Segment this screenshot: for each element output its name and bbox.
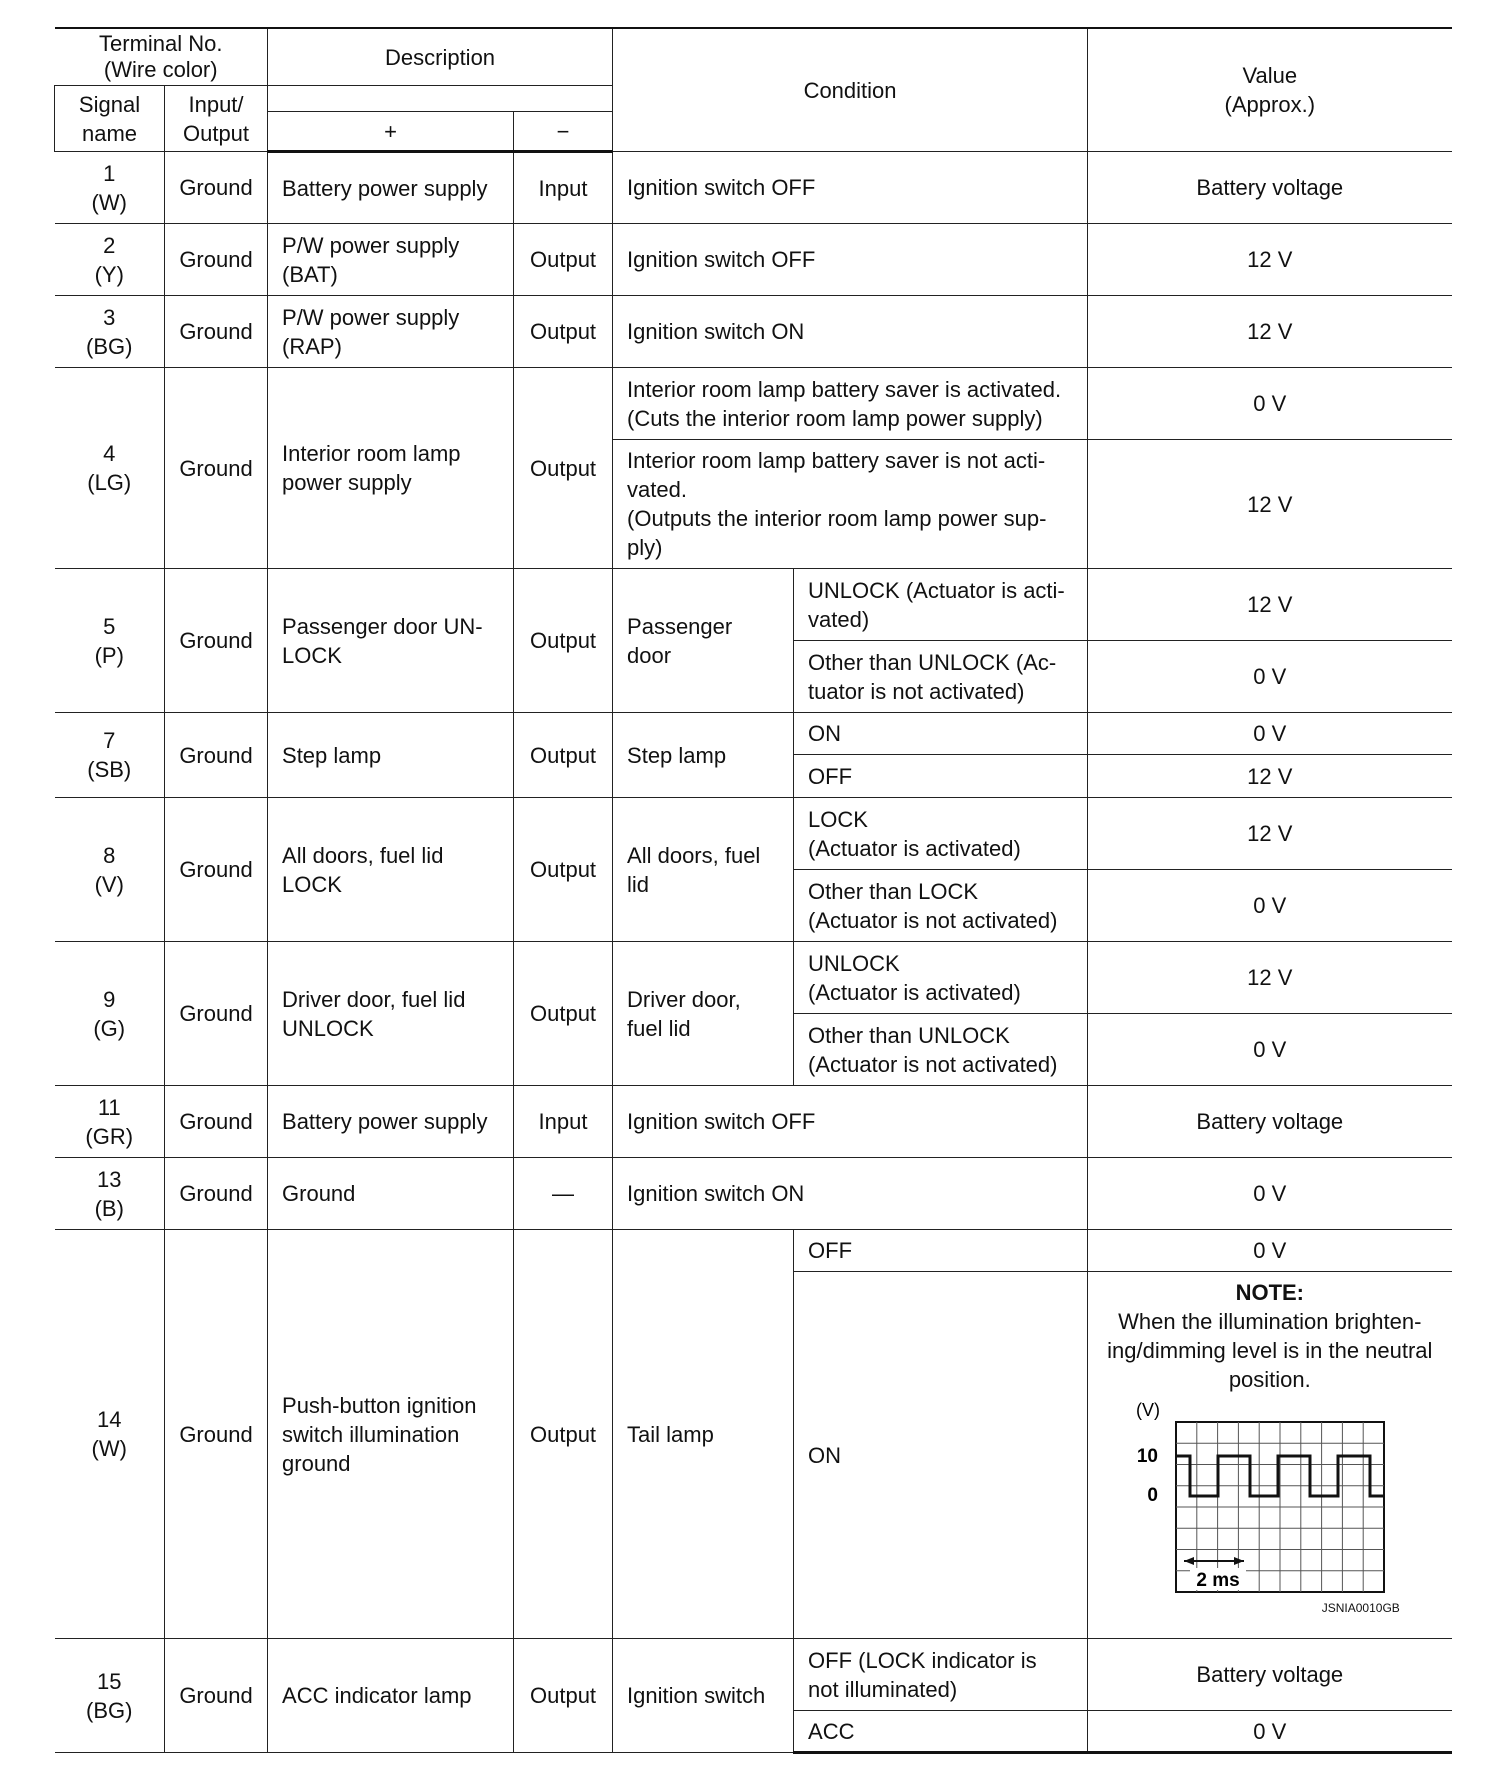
note-text: When the illumination brighten- ing/dimming level is in the neutral position. <box>1107 1309 1433 1392</box>
table-row <box>55 224 1452 296</box>
condition-cell: Ignition switch OFF <box>613 224 1088 296</box>
condition-cell: Other than UNLOCK (Actuator is not activated) <box>794 1014 1088 1086</box>
condition-cell: LOCK (Actuator is activated) <box>794 798 1088 870</box>
io-cell: — <box>514 1158 613 1230</box>
condition-cell: Other than LOCK (Actuator is not activated) <box>794 870 1088 942</box>
condition-main-cell: Driver door, fuel lid <box>613 942 794 1086</box>
terminal-cell: 1 (W) <box>55 152 165 224</box>
ground-cell: Ground <box>165 1639 268 1753</box>
ground-cell: Ground <box>165 569 268 713</box>
signal-cell: Passenger door UN- LOCK <box>268 569 514 713</box>
header-description: Description <box>268 28 613 86</box>
value-cell: Battery voltage <box>1088 1086 1452 1158</box>
signal-cell: P/W power supply (BAT) <box>268 224 514 296</box>
table-row <box>55 1086 1452 1158</box>
signal-cell: Push-button ignition switch illumination ground <box>268 1230 514 1639</box>
terminal-cell: 14 (W) <box>55 1230 165 1639</box>
condition-cell: Interior room lamp battery saver is not acti- vated. (Outputs the interior room lamp power sup- ply) <box>613 440 1088 569</box>
terminal-cell: 3 (BG) <box>55 296 165 368</box>
note-title: NOTE: <box>1235 1280 1305 1305</box>
terminal-cell: 5 (P) <box>55 569 165 713</box>
figure-id: JSNIA0010GB <box>1321 1601 1400 1615</box>
condition-main-cell: Tail lamp <box>613 1230 794 1639</box>
value-cell: 12 V <box>1088 569 1452 641</box>
io-cell: Input <box>514 1086 613 1158</box>
condition-cell: OFF (LOCK indicator is not illuminated) <box>794 1639 1088 1711</box>
ground-cell: Ground <box>165 1086 268 1158</box>
ground-cell: Ground <box>165 296 268 368</box>
waveform-graph <box>1120 1400 1420 1600</box>
value-cell: 12 V <box>1088 296 1452 368</box>
table-row <box>55 152 1452 224</box>
condition-main-cell: Passenger door <box>613 569 794 713</box>
condition-main-cell: All doors, fuel lid <box>613 798 794 942</box>
value-cell: 0 V <box>1088 368 1452 440</box>
condition-cell: UNLOCK (Actuator is activated) <box>794 942 1088 1014</box>
io-cell: Output <box>514 713 613 798</box>
signal-cell: Interior room lamp power supply <box>268 368 514 569</box>
waveform-time-label: 2 ms <box>1196 1570 1240 1591</box>
value-cell: 0 V <box>1088 870 1452 942</box>
table-row <box>55 569 1452 641</box>
table-row <box>55 296 1452 368</box>
condition-cell: UNLOCK (Actuator is acti- vated) <box>794 569 1088 641</box>
condition-cell: Interior room lamp battery saver is activated. (Cuts the interior room lamp power supply) <box>613 368 1088 440</box>
io-cell: Output <box>514 569 613 713</box>
condition-cell: Ignition switch OFF <box>613 1086 1088 1158</box>
condition-cell: OFF <box>794 755 1088 798</box>
value-cell: 12 V <box>1088 942 1452 1014</box>
terminal-cell: 9 (G) <box>55 942 165 1086</box>
table-row <box>55 368 1452 440</box>
table-row <box>55 1639 1452 1711</box>
waveform-tick-10: 10 <box>1136 1446 1158 1467</box>
header-condition: Condition <box>613 28 1088 152</box>
io-cell: Output <box>514 942 613 1086</box>
value-cell: 12 V <box>1088 440 1452 569</box>
signal-cell: Driver door, fuel lid UNLOCK <box>268 942 514 1086</box>
waveform-y-unit: (V) <box>1135 1400 1160 1420</box>
value-cell: Battery voltage <box>1088 152 1452 224</box>
condition-main-cell: Ignition switch <box>613 1639 794 1753</box>
waveform-grid <box>1176 1422 1384 1592</box>
value-cell: 0 V <box>1088 1711 1452 1753</box>
ground-cell: Ground <box>165 798 268 942</box>
ground-cell: Ground <box>165 713 268 798</box>
io-cell: Output <box>514 1639 613 1753</box>
waveform-tick-0: 0 <box>1147 1485 1158 1506</box>
io-cell: Output <box>514 296 613 368</box>
condition-cell: Ignition switch OFF <box>613 152 1088 224</box>
value-cell: 12 V <box>1088 755 1452 798</box>
value-cell: 0 V <box>1088 1230 1452 1272</box>
ground-cell: Ground <box>165 224 268 296</box>
ground-cell: Ground <box>165 1158 268 1230</box>
terminal-spec-document <box>54 27 1452 1754</box>
terminal-cell: 11 (GR) <box>55 1086 165 1158</box>
io-cell: Output <box>514 368 613 569</box>
value-cell: 12 V <box>1088 224 1452 296</box>
table-row <box>55 942 1452 1014</box>
header-plus: + <box>268 112 514 152</box>
signal-cell: ACC indicator lamp <box>268 1639 514 1753</box>
condition-cell: Ignition switch ON <box>613 296 1088 368</box>
terminal-cell: 8 (V) <box>55 798 165 942</box>
signal-cell: Step lamp <box>268 713 514 798</box>
ground-cell: Ground <box>165 152 268 224</box>
terminal-cell: 4 (LG) <box>55 368 165 569</box>
table-row <box>55 713 1452 755</box>
signal-cell: Ground <box>268 1158 514 1230</box>
signal-cell: P/W power supply (RAP) <box>268 296 514 368</box>
condition-cell: Other than UNLOCK (Ac- tuator is not activated) <box>794 641 1088 713</box>
header-minus: − <box>514 112 613 152</box>
note-cell <box>1088 1272 1452 1639</box>
terminal-cell: 15 (BG) <box>55 1639 165 1753</box>
header-input-output: Input/ Output <box>165 86 268 152</box>
value-cell: 12 V <box>1088 798 1452 870</box>
header-terminal-no: Terminal No. (Wire color) <box>55 28 268 86</box>
signal-cell: All doors, fuel lid LOCK <box>268 798 514 942</box>
condition-cell: ON <box>794 713 1088 755</box>
condition-main-cell: Step lamp <box>613 713 794 798</box>
terminal-cell: 13 (B) <box>55 1158 165 1230</box>
signal-cell: Battery power supply <box>268 152 514 224</box>
header-signal-name: Signal name <box>55 86 165 152</box>
io-cell: Output <box>514 1230 613 1639</box>
value-cell: 0 V <box>1088 641 1452 713</box>
table-row <box>55 1158 1452 1230</box>
waveform-figure <box>1120 1400 1420 1630</box>
value-cell: 0 V <box>1088 1014 1452 1086</box>
table-row <box>55 1230 1452 1272</box>
value-cell: Battery voltage <box>1088 1639 1452 1711</box>
ground-cell: Ground <box>165 368 268 569</box>
header-value: Value (Approx.) <box>1088 28 1452 152</box>
io-cell: Output <box>514 224 613 296</box>
condition-cell: Ignition switch ON <box>613 1158 1088 1230</box>
condition-cell: OFF <box>794 1230 1088 1272</box>
io-cell: Output <box>514 798 613 942</box>
table-row <box>55 798 1452 870</box>
signal-cell: Battery power supply <box>268 1086 514 1158</box>
terminal-cell: 2 (Y) <box>55 224 165 296</box>
terminal-cell: 7 (SB) <box>55 713 165 798</box>
terminal-spec-table <box>54 27 1452 1754</box>
condition-cell: ACC <box>794 1711 1088 1753</box>
condition-cell: ON <box>794 1272 1088 1639</box>
ground-cell: Ground <box>165 1230 268 1639</box>
io-cell: Input <box>514 152 613 224</box>
value-cell: 0 V <box>1088 713 1452 755</box>
ground-cell: Ground <box>165 942 268 1086</box>
value-cell: 0 V <box>1088 1158 1452 1230</box>
